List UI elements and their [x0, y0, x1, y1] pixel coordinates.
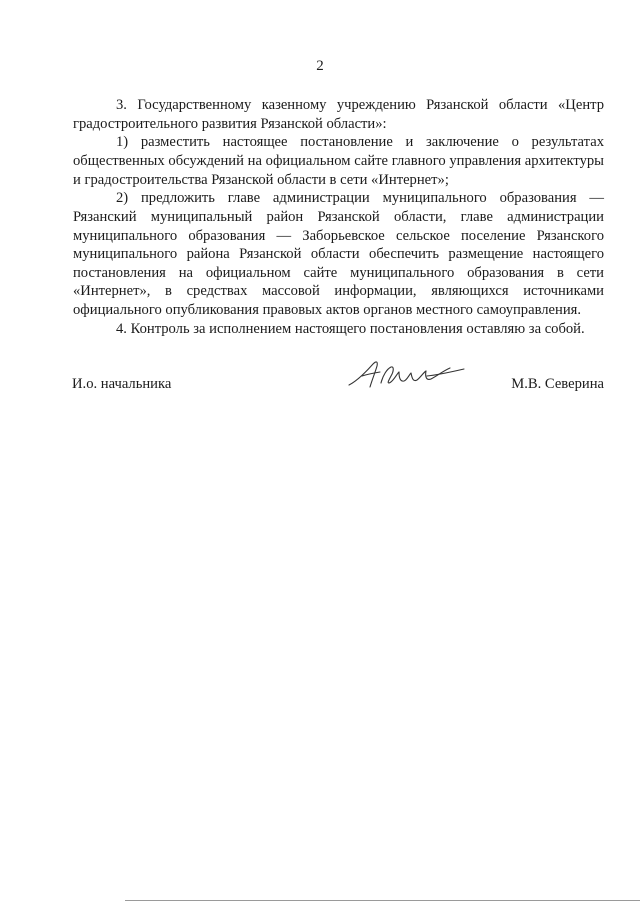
paragraph-subitem-2: 2) предложить главе администрации муниципального образования — Рязанский муниципальный район Рязанской области, главе администрации муниципального образования — Заборьевское сельское поселение Рязанского муниципального района Рязанской области обеспечить размещение настоящего постановления на официальном сайте муниципального образования в сети «Интернет», в средствах массовой информации, являющихся источниками официального опубликования правовых актов органов местного самоуправления. — [73, 190, 604, 318]
paragraph-item-3: 3. Государственному казенному учреждению Рязанской области «Центр градостроительного развития Рязанской области»: — [73, 97, 604, 132]
paragraph-subitem-1: 1) разместить настоящее постановление и заключение о результатах общественных обсуждений на официальном сайте главного управления архитектуры и градостроительства Рязанской области в сети «Интернет»; — [73, 134, 604, 188]
signatory-name: М.В. Северина — [511, 376, 604, 392]
signature-block — [72, 376, 604, 400]
document-body — [73, 96, 604, 338]
bottom-divider — [125, 900, 640, 901]
page-number: 2 — [316, 58, 324, 74]
handwritten-signature — [343, 355, 469, 395]
signatory-title: И.о. начальника — [72, 376, 172, 392]
paragraph-item-4: 4. Контроль за исполнением настоящего постановления оставляю за собой. — [116, 320, 585, 337]
